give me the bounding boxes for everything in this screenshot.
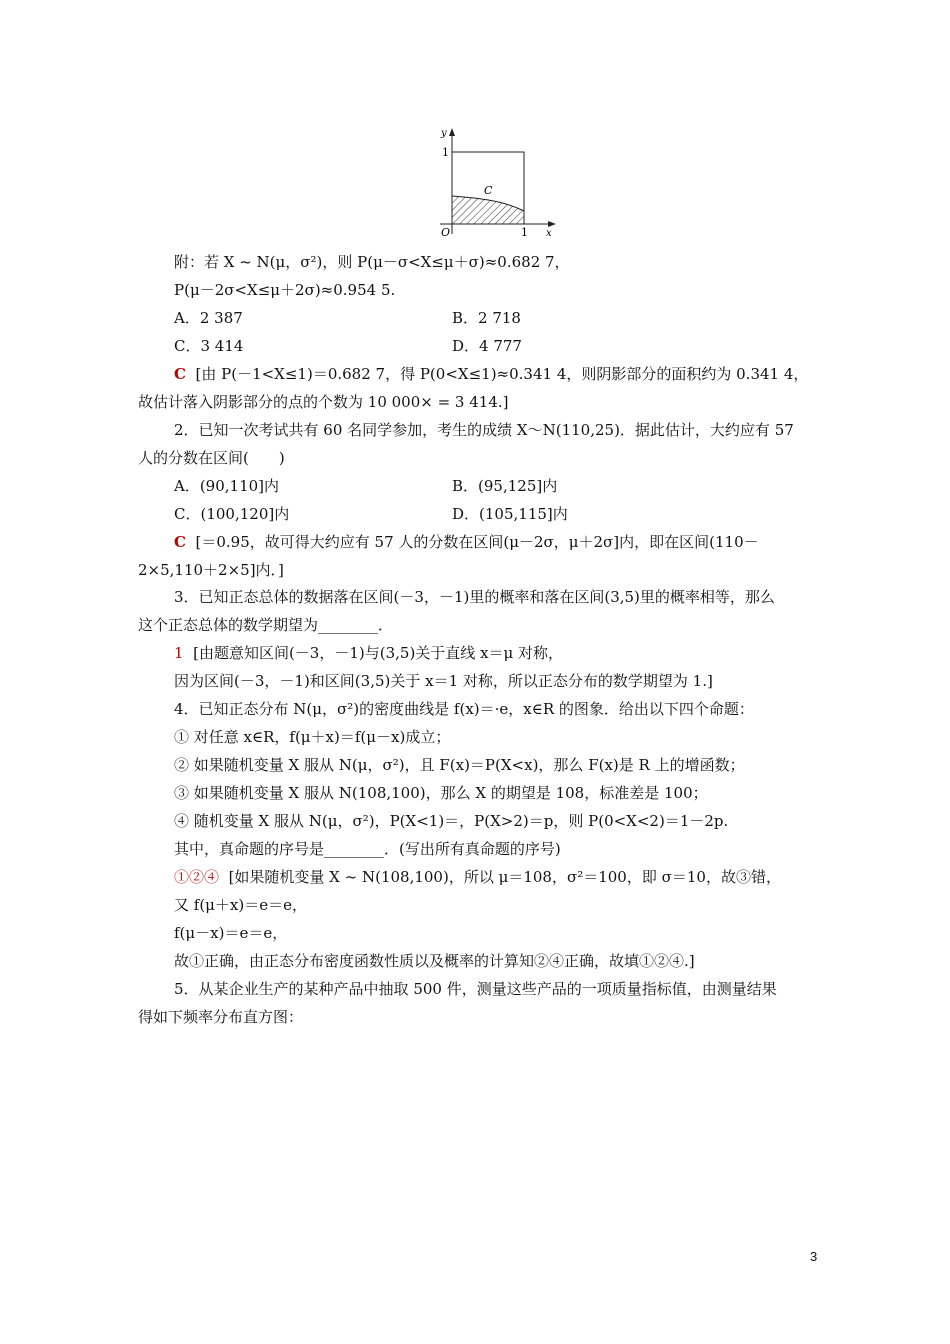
q4-stem-end: 其中，真命题的序号是________．(写出所有真命题的序号) (174, 840, 561, 858)
q2-option-d: D．(105,115]内 (452, 505, 568, 523)
q4-answer-line-1 (174, 867, 781, 887)
q2-option-c: C．(100,120]内 (174, 505, 290, 523)
q2-answer-letter: C (174, 533, 186, 551)
shaded-area-figure (432, 124, 562, 239)
shaded-region (452, 196, 524, 224)
q2-option-b: B．(95,125]内 (452, 477, 558, 495)
q1-option-d: D．4 777 (452, 337, 522, 355)
q4-answer-line-2: 又 f(μ＋x)＝e＝e， (174, 896, 307, 914)
q1-option-c: C．3 414 (174, 337, 244, 355)
q1-answer-text: [由 P(－1<X≤1)＝0.682 7，得 P(0<X≤1)≈0.341 4，则阴影部分的面积约为 0.341 4， (195, 365, 809, 383)
q1-answer-line-2: 故估计落入阴影部分的点的个数为 10 000× = 3 414.] (138, 393, 509, 411)
appendix-line-1: 附：若 X ~ N(μ，σ²)，则 P(μ－σ<X≤μ＋σ)≈0.682 7， (174, 253, 570, 271)
q2-option-a: A．(90,110]内 (174, 477, 280, 495)
q4-answer-line-4: 故①正确，由正态分布密度函数性质以及概率的计算知②④正确，故填①②④.] (174, 952, 695, 970)
q4-proposition-3: ③ 如果随机变量 X 服从 N(108,100)，那么 X 的期望是 108，标准差是 100； (174, 784, 708, 802)
appendix-line-2: P(μ－2σ<X≤μ＋2σ)≈0.954 5. (174, 281, 396, 299)
q4-proposition-1: ① 对任意 x∈R，f(μ＋x)＝f(μ－x)成立； (174, 728, 451, 746)
q1-option-b: B．2 718 (452, 309, 521, 327)
q5-stem-line-2: 得如下频率分布直方图： (138, 1008, 304, 1026)
x-axis-label: x (546, 228, 552, 239)
q1-answer-line-1 (174, 364, 808, 384)
origin-label: O (441, 226, 451, 239)
y-tick-label: 1 (442, 146, 449, 159)
q3-answer-line-2: 因为区间(－3，－1)和区间(3,5)关于 x＝1 对称，所以正态分布的数学期望为 1.] (174, 672, 713, 690)
page-number: 3 (810, 1249, 818, 1264)
q2-stem-line-2: 人的分数在区间( ) (138, 449, 285, 467)
q1-option-a: A．2 387 (174, 309, 243, 327)
q4-proposition-4: ④ 随机变量 X 服从 N(μ，σ²)，P(X<1)＝，P(X>2)＝p，则 P(0<X<2)＝1－2p. (174, 812, 729, 830)
q3-answer-value: 1 (174, 644, 184, 662)
q2-answer-line-1 (174, 532, 759, 552)
q2-answer-text: [＝0.95，故可得大约应有 57 人的分数在区间(μ－2σ，μ＋2σ]内，即在区间(110－ (195, 533, 759, 551)
q3-answer-line-1 (174, 643, 563, 663)
q3-answer-text: [由题意知区间(－3，－1)与(3,5)关于直线 x＝μ 对称， (193, 644, 564, 662)
q1-answer-letter: C (174, 365, 186, 383)
q4-stem: 4．已知正态分布 N(μ，σ²)的密度曲线是 f(x)＝·e，x∈R 的图象．给出以下四个命题： (174, 700, 754, 718)
q5-stem-line-1: 5．从某企业生产的某种产品中抽取 500 件，测量这些产品的一项质量指标值，由测量结果 (174, 980, 777, 998)
y-axis-label: y (441, 128, 447, 139)
q2-answer-line-2: 2×5,110＋2×5]内．] (138, 561, 284, 579)
curve-label: C (484, 184, 493, 197)
x-tick-label: 1 (521, 226, 528, 239)
q3-stem-line-2: 这个正态总体的数学期望为________． (138, 616, 394, 634)
q4-answer-line-3: f(μ－x)＝e＝e， (174, 924, 288, 942)
q2-stem-line-1: 2．已知一次考试共有 60 名同学参加，考生的成绩 X～N(110,25)．据此估计，大约应有 57 (174, 421, 794, 439)
q3-stem-line-1: 3．已知正态总体的数据落在区间(－3，－1)里的概率和落在区间(3,5)里的概率相等，那么 (174, 588, 775, 606)
q4-answer-text: [如果随机变量 X ~ N(108,100)，所以 μ＝108，σ²＝100，即 σ＝10，故③错， (228, 868, 781, 886)
q4-proposition-2: ② 如果随机变量 X 服从 N(μ，σ²)，且 F(x)＝P(X<x)，那么 F(x)是 R 上的增函数； (174, 756, 745, 774)
q4-answer-value: ①②④ (174, 868, 220, 886)
